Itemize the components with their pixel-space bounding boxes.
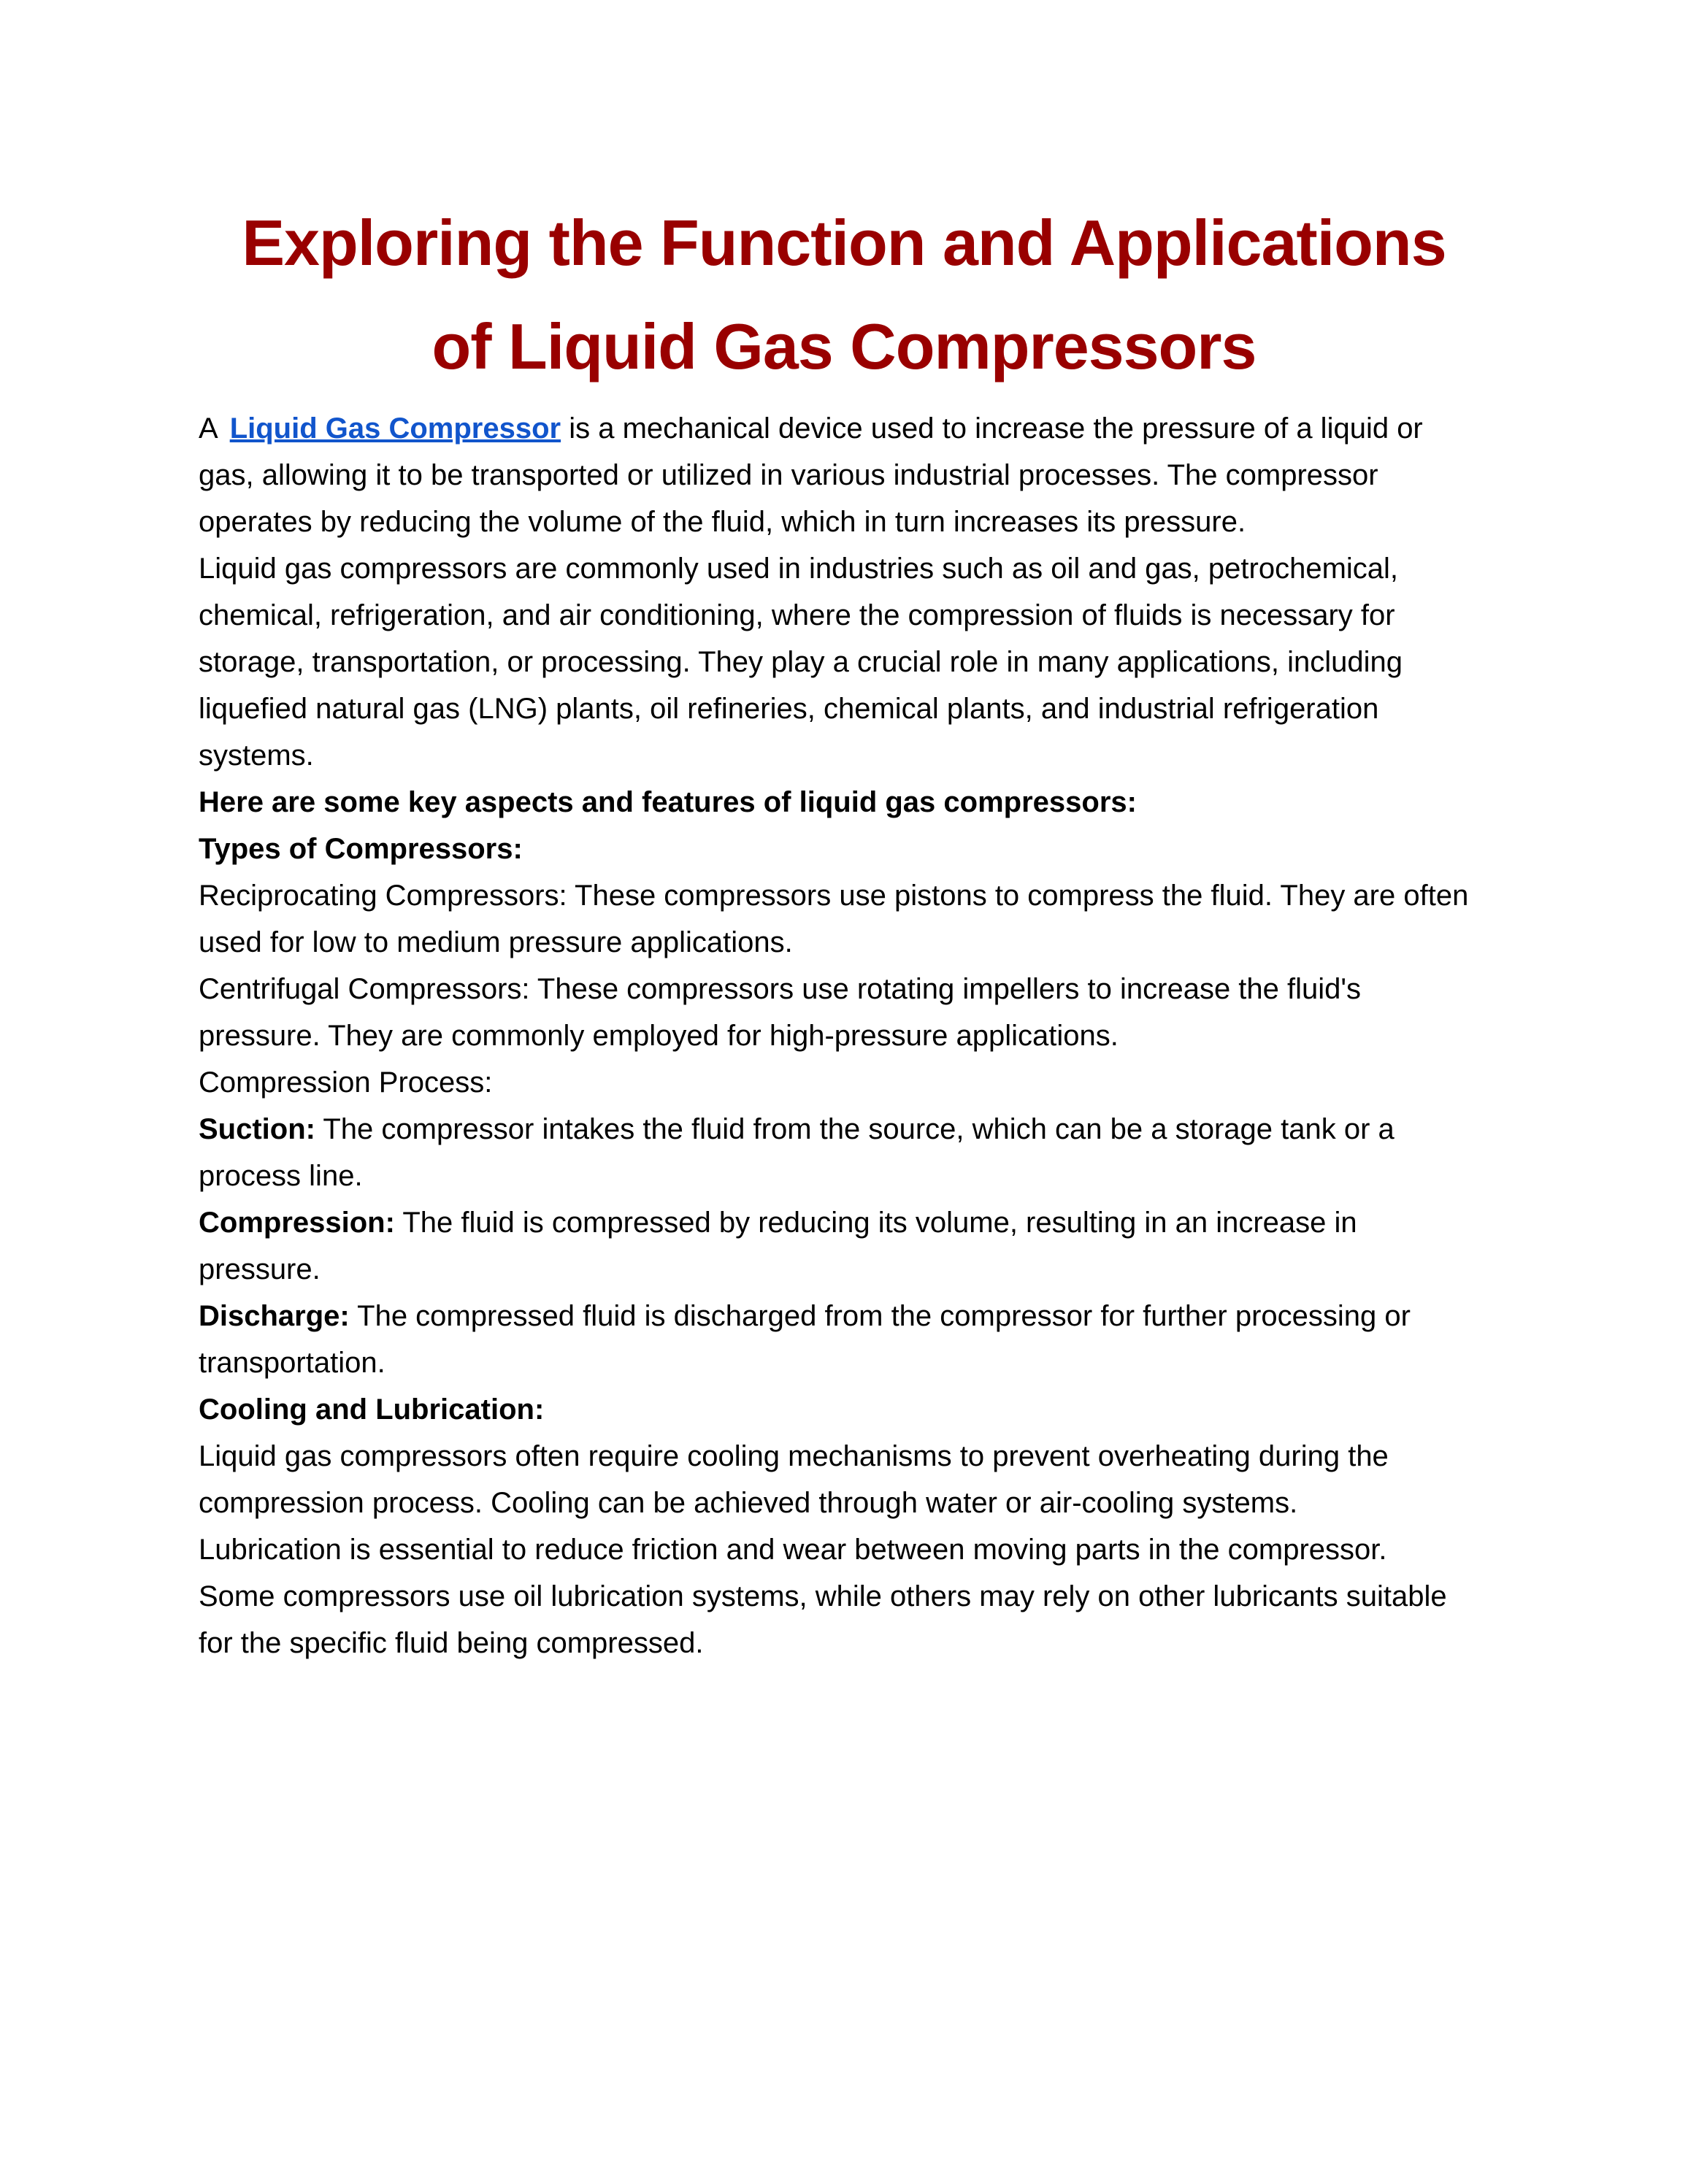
cooling-heading: Cooling and Lubrication: (199, 1393, 545, 1426)
page-title-line-1: Exploring the Function and Applications (242, 207, 1446, 279)
liquid-gas-compressor-link[interactable]: Liquid Gas Compressor (229, 412, 561, 445)
compression-label: Compression: (199, 1207, 395, 1239)
compression-text: The fluid is compressed by reducing its volume, resulting in an increase in pressure. (199, 1207, 1357, 1285)
types-heading: Types of Compressors: (199, 833, 523, 865)
key-aspects-heading: Here are some key aspects and features of liquid gas compressors: (199, 786, 1137, 818)
suction-text: The compressor intakes the fluid from the source, which can be a storage tank or a process line. (199, 1113, 1394, 1192)
discharge-paragraph (199, 1293, 1469, 1386)
suction-label: Suction: (199, 1113, 315, 1145)
intro-prefix: A (199, 412, 218, 445)
discharge-text: The compressed fluid is discharged from the compressor for further processing or transportation. (199, 1300, 1411, 1379)
suction-paragraph (199, 1106, 1469, 1199)
intro-text: is a mechanical device used to increase the pressure of a liquid or gas, allowing it to be transported or utilized in various industrial processes. The compressor operates by reducing the volume of the fluid, which in turn increases its pressure. (199, 412, 1423, 538)
compression-paragraph (199, 1199, 1469, 1293)
lubrication-paragraph: Lubrication is essential to reduce friction and wear between moving parts in the compressor. Some compressors use oil lubrication systems, while others may rely on other lubricants suitable for the specific fluid being compressed. (199, 1534, 1447, 1659)
discharge-label: Discharge: (199, 1300, 350, 1332)
document-body (199, 405, 1469, 1666)
reciprocating-paragraph: Reciprocating Compressors: These compressors use pistons to compress the fluid. They are often used for low to medium pressure applications. (199, 880, 1469, 958)
process-heading: Compression Process: (199, 1066, 493, 1099)
intro-paragraph (199, 405, 1469, 545)
centrifugal-paragraph: Centrifugal Compressors: These compressors use rotating impellers to increase the fluid's pressure. They are commonly employed for high-pressure applications. (199, 973, 1362, 1052)
industries-paragraph: Liquid gas compressors are commonly used in industries such as oil and gas, petrochemical, chemical, refrigeration, and air conditioning, where the compression of fluids is necessary for storage, transportation, or processing. They play a crucial role in many applications, including liquefied natural gas (LNG) plants, oil refineries, chemical plants, and industrial refrigeration systems. (199, 553, 1403, 772)
page-title (175, 191, 1513, 399)
cooling-paragraph: Liquid gas compressors often require cooling mechanisms to prevent overheating during the compression process. Cooling can be achieved through water or air-cooling systems. (199, 1440, 1389, 1519)
page-title-line-2: of Liquid Gas Compressors (431, 310, 1257, 382)
